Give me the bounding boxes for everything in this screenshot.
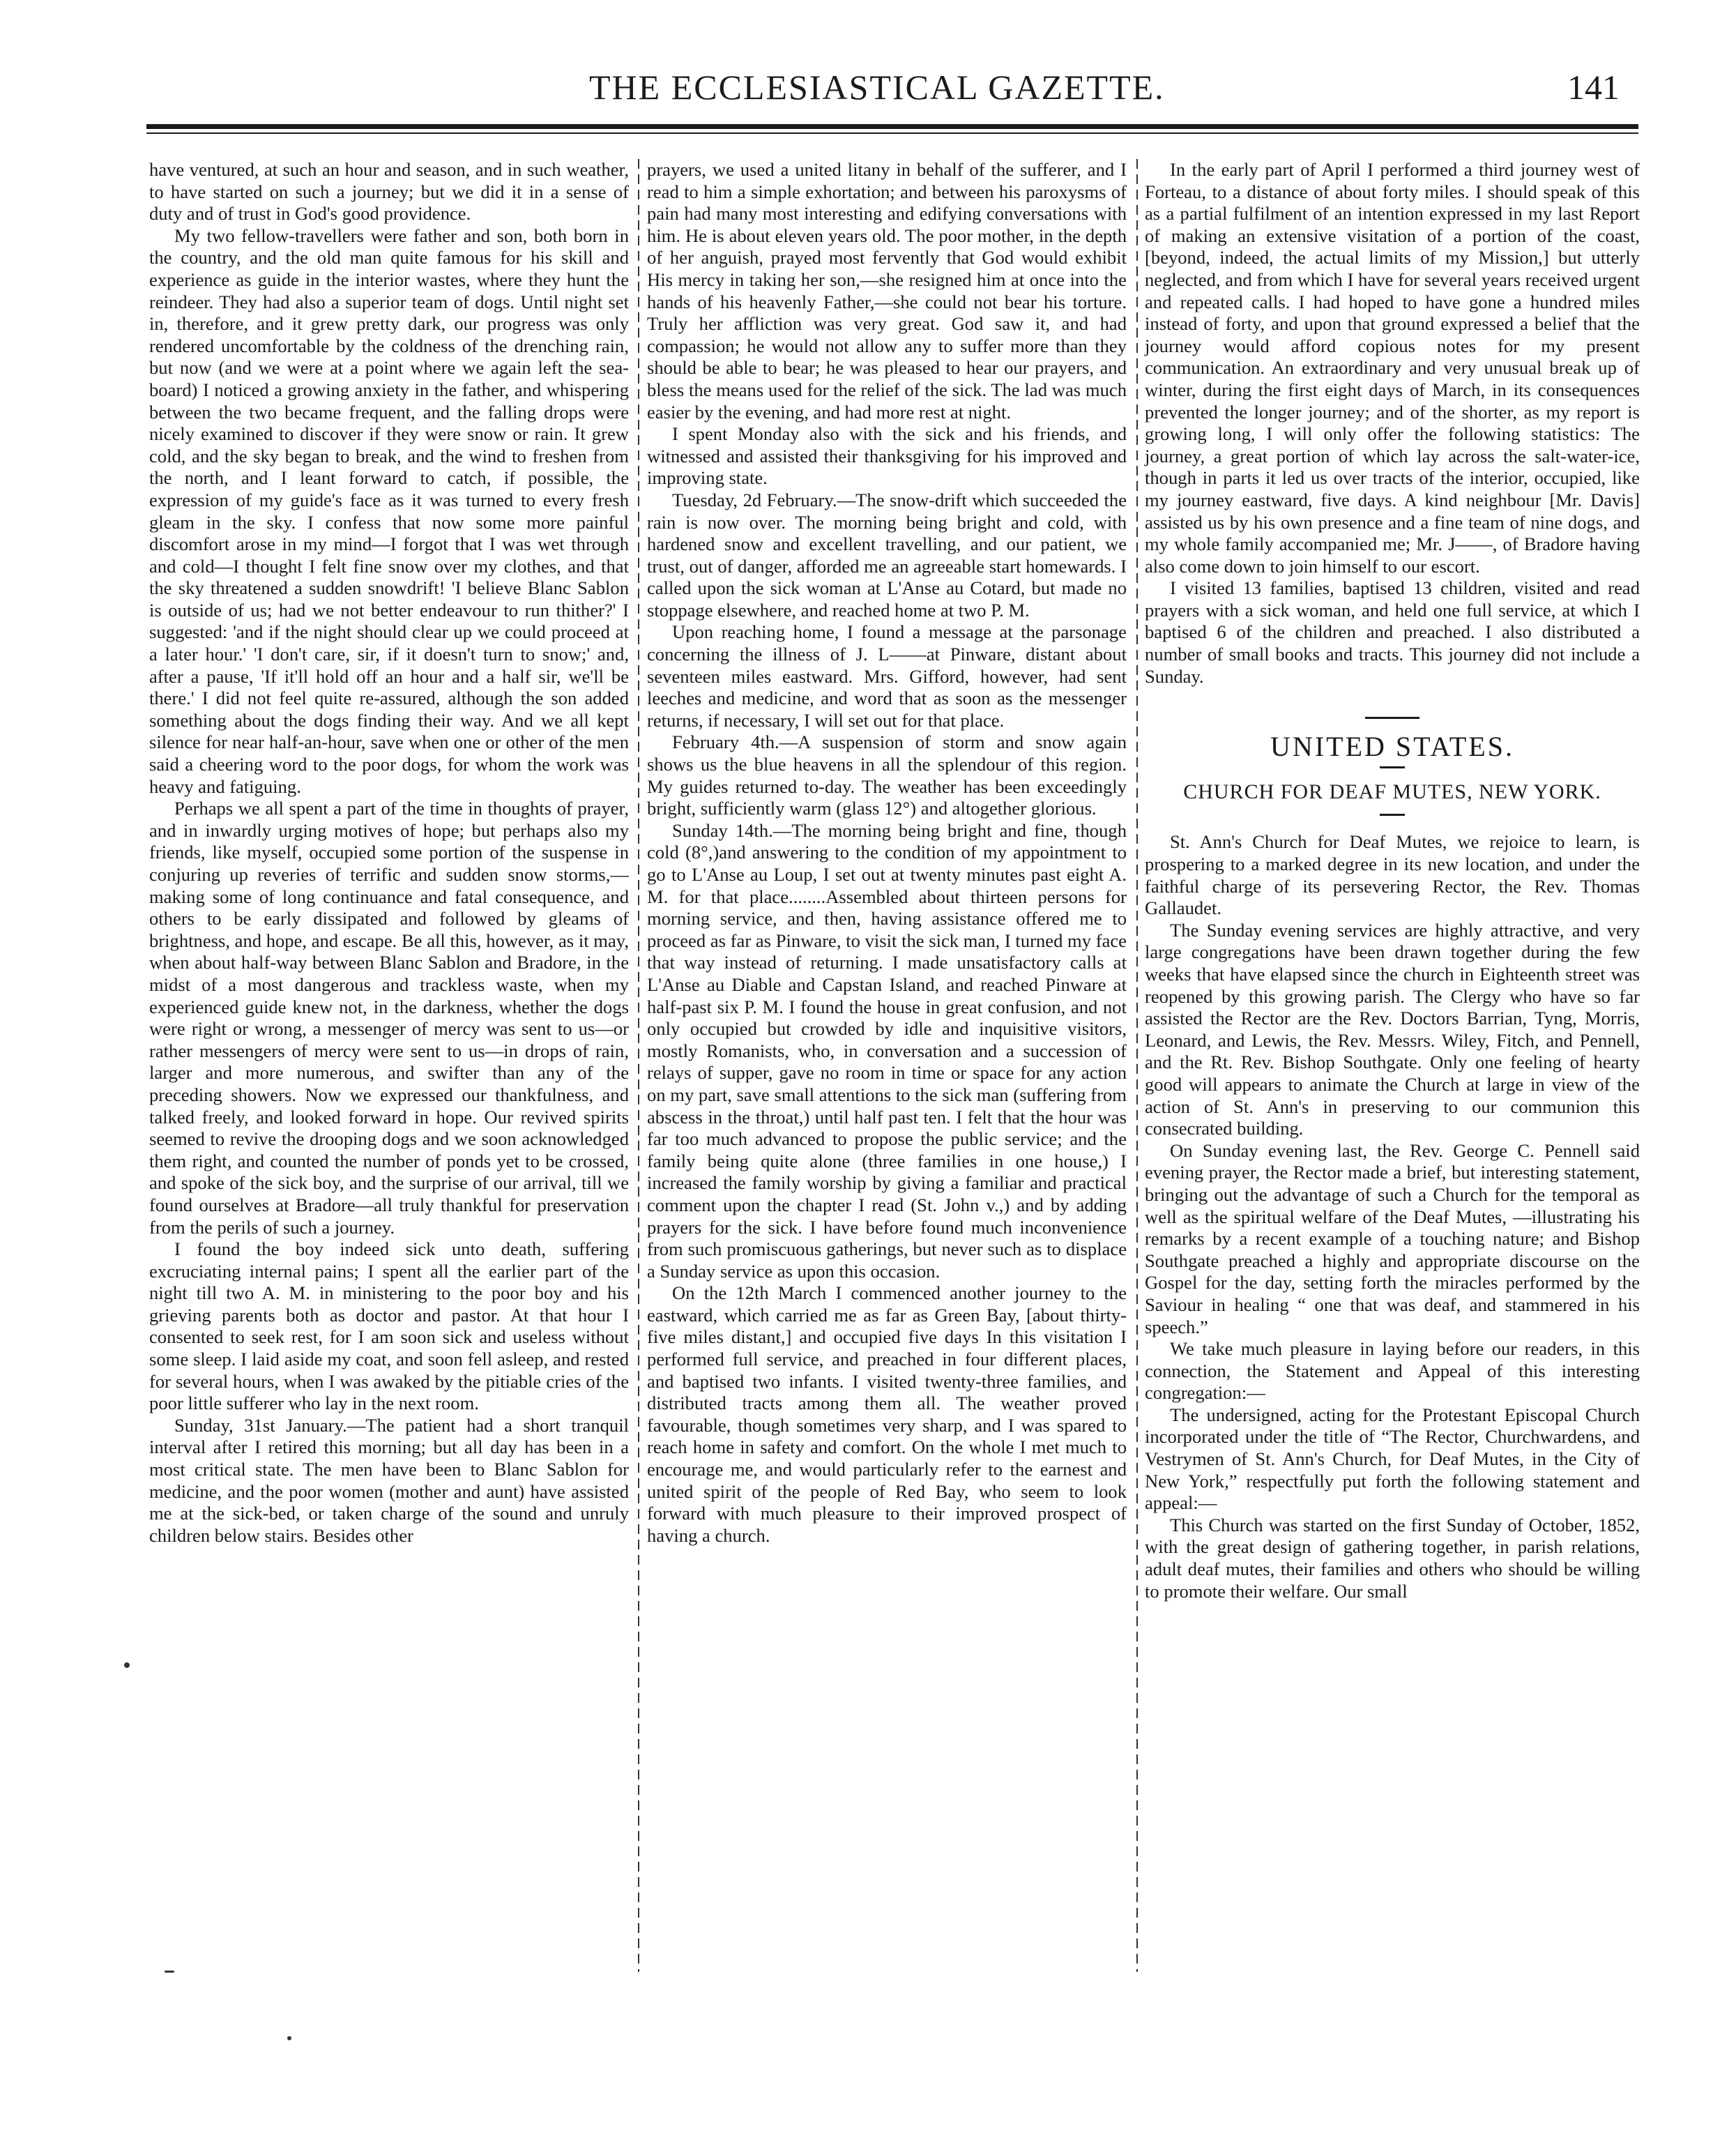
column-divider-2 xyxy=(1136,159,1138,1972)
paragraph: St. Ann's Church for Deaf Mutes, we rejoice to learn, is prospering to a marked degree in its new location, and under the faithful charge of its persevering Rector, the Rev. Thomas Gallaudet. xyxy=(1145,831,1640,919)
header-rule-thick xyxy=(146,124,1638,129)
page-title: THE ECCLESIASTICAL GAZETTE. xyxy=(589,68,1165,107)
section-rule xyxy=(1365,717,1419,719)
paragraph: Sunday 14th.—The morning being bright and fine, though cold (8°,)and answering to the condition of my appointment to go to L'Anse au Loup, I set out at twenty minutes past eight A. M. for that place........Assembled about thirteen persons for morning service, and then, having assistance offered me to proceed as far as Pinware, to visit the sick man, I turned my face that way instead of returning. I made unsatisfactory calls at L'Anse au Diable and Capstan Island, and reached Pinware at half-past six P. M. I found the house in great confusion, and not only occupied but crowded by idle and inquisitive visitors, mostly Romanists, who, in conversation and a succession of relays of supper, gave no room in time or space for any action on my part, save small attentions to the sick man (suffering from abscess in the throat,) until half past ten. I felt that the hour was far too much advanced to propose the public service; and the family being quite alone (three families in one house,) I increased the family worship by giving a familiar and practical comment upon the chapter I read (St. John v.,) and by adding prayers for the sick. I have before found much inconvenience from such promiscuous gatherings, but never such as to displace a Sunday service as upon this occasion. xyxy=(647,819,1127,1282)
paragraph: The Sunday evening services are highly attractive, and very large congregations have been drawn together during the few weeks that have elapsed since the church in Eighteenth street was reopened by this growing parish. The Clergy who have so far assisted the Rector are the Rev. Doctors Barrian, Tyng, Morris, Leonard, and Lewis, the Rev. Messrs. Wiley, Fitch, and Pennell, and the Rt. Rev. Bishop Southgate. Only one feeling of hearty good will appears to animate the Church at large in view of the action of St. Ann's in preserving to our communion this consecrated building. xyxy=(1145,919,1640,1139)
paragraph: prayers, we used a united litany in behalf of the sufferer, and I read to him a simple exhortation; and between his paroxysms of pain had many most interesting and edifying conversations with him. He is about eleven years old. The poor mother, in the depth of her anguish, prayed most fervently that God would exhibit His mercy in taking her son,—she resigned him at once into the hands of his heavenly Father,—she could not bear his torture. Truly her affliction was very great. God saw it, and had compassion; he would not allow any to suffer more than they should be able to bear; he was pleased to hear our prayers, and bless the means used for the relief of the sick. The lad was much easier by the evening, and had more rest at night. xyxy=(647,159,1127,423)
paragraph: On Sunday evening last, the Rev. George C. Pennell said evening prayer, the Rector made a brief, but interesting statement, bringing out the advantage of such a Church for the temporal as well as the spiritual welfare of the Deaf Mutes, —illustrating his remarks by a recent example of a touching nature; and Bishop Southgate preached a highly and appropriate discourse on the Gospel for the day, setting forth the miracles performed by the Saviour in healing “ one that was deaf, and stammered in his speech.” xyxy=(1145,1139,1640,1337)
section-dash xyxy=(1380,766,1405,768)
column-divider-1 xyxy=(638,159,639,1972)
print-speck xyxy=(124,1662,130,1668)
column-3 xyxy=(1145,159,1640,1602)
paragraph: I visited 13 families, baptised 13 children, visited and read prayers with a sick woman, and held one full service, at which I baptised 6 of the children and preached. I also distributed a number of small books and tracts. This journey did not include a Sunday. xyxy=(1145,577,1640,687)
paragraph: Sunday, 31st January.—The patient had a short tranquil interval after I retired this morning; but all day has been in a most critical state. The men have been to Blanc Sablon for medicine, and the poor women (mother and aunt) have assisted me at the sick-bed, or taken charge of the sound and unruly children below stairs. Besides other xyxy=(149,1414,629,1546)
section-title: UNITED STATES. xyxy=(1270,731,1514,763)
print-speck xyxy=(165,1971,174,1973)
page-number: 141 xyxy=(1567,68,1620,107)
print-speck xyxy=(287,2036,291,2040)
paragraph: I spent Monday also with the sick and his friends, and witnessed and assisted their thanksgiving for his improved and improving state. xyxy=(647,423,1127,489)
paragraph: Upon reaching home, I found a message at the parsonage concerning the illness of J. L——at Pinware, distant about seventeen miles eastward. Mrs. Gifford, however, had sent leeches and medicine, and word that as soon as the messenger returns, if necessary, I will set out for that place. xyxy=(647,621,1127,731)
paragraph: Tuesday, 2d February.—The snow-drift which succeeded the rain is now over. The morning being bright and cold, with hardened snow and excellent travelling, and our patient, we trust, out of danger, afforded me an agreeable start homewards. I called upon the sick woman at L'Anse au Cotard, but made no stoppage elsewhere, and reached home at two P. M. xyxy=(647,489,1127,621)
column-2 xyxy=(647,159,1127,1547)
paragraph: I found the boy indeed sick unto death, suffering excruciating internal pains; I spent all the earlier part of the night till two A. M. in ministering to the poor boy and his grieving parents both as doctor and pastor. At that hour I consented to seek rest, for I am soon sick and useless without some sleep. I laid aside my coat, and soon fell asleep, and rested for several hours, when I was awaked by the pitiable cries of the poor little sufferer who lay in the next room. xyxy=(149,1238,629,1414)
paragraph: My two fellow-travellers were father and son, both born in the country, and the old man quite famous for his skill and experience as guide in the interior wastes, where they hunt the reindeer. They had also a superior team of dogs. Until night set in, therefore, and it grew pretty dark, our progress was only rendered uncomfortable by the coldness of the drenching rain, but now (and we were at a point where we again left the sea-board) I noticed a growing anxiety in the father, and whispering between the two became frequent, and the falling drops were nicely examined to discover if they were snow or rain. It grew cold, and the sky began to break, and the wind to freshen from the north, and I leant forward to catch, if possible, the expression of my guide's face as it was turned to every fresh gleam in the sky. I confess that now some more painful discomfort arose in my mind—I forgot that I was wet through and cold—I thought I felt fine snow over my clothes, and that the sky threatened a sudden snowdrift! 'I believe Blanc Sablon is outside of us; had we not better endeavour to run thither?' I suggested: 'and if the night should clear up we could proceed at a later hour.' 'I don't care, sir, if it doesn't turn to snow;' and, after a pause, 'If it'll hold off an hour and a half sir, we'll be there.' I did not feel quite re-assured, although the son added something about the dogs finding their way. And we all kept silence for near half-an-hour, save when one or other of the men said a cheering word to the poor dogs, for whom the work was heavy and fatiguing. xyxy=(149,225,629,797)
paragraph: Perhaps we all spent a part of the time in thoughts of prayer, and in inwardly urging motives of hope; but perhaps also my friends, like myself, occupied some portion of the suspense in conjuring up reveries of terrific and sudden snow storms,—making some of long continuance and fatal consequence, and others to be early dissipated and followed by gleams of brightness, and hope, and escape. Be all this, however, as it may, when about half-way between Blanc Sablon and Bradore, in the midst of a most dangerous and trackless waste, when my experienced guide knew not, in the darkness, whether the dogs were right or wrong, a messenger of mercy was sent to us—or rather messengers of mercy were sent to us—in drops of rain, larger and more numerous, and swifter than any of the preceding showers. Now we expressed our thankfulness, and talked freely, and looked forward in hope. Our revived spirits seemed to revive the drooping dogs and we soon acknowledged them right, and counted the number of ponds yet to be crossed, and spoke of the sick boy, and the surprise of our arrival, till we found ourselves at Bradore—all truly thankful for preservation from the perils of such a journey. xyxy=(149,798,629,1238)
subtitle-dash xyxy=(1380,814,1405,816)
section-subtitle: CHURCH FOR DEAF MUTES, NEW YORK. xyxy=(1183,780,1601,803)
paragraph: have ventured, at such an hour and season, and in such weather, to have started on such a journey; but we did it in a sense of duty and of trust in God's good providence. xyxy=(149,159,629,225)
column-1 xyxy=(149,159,629,1547)
paragraph: In the early part of April I performed a third journey west of Forteau, to a distance of about forty miles. I should speak of this as a partial fulfilment of an intention expressed in my last Report of making an extensive visitation of a portion of the coast, [beyond, indeed, the actual limits of my Mission,] but utterly neglected, and from which I have for several years received urgent and repeated calls. I had hoped to have gone a hundred miles instead of forty, and upon that ground expressed a belief that the journey would afford copious notes for my present communication. An extraordinary and very unusual break up of winter, during the first eight days of March, in its consequences prevented the longer journey; and of the shorter, as my report is growing long, I will only offer the following statistics: The journey, a great portion of which lay across the salt-water-ice, though in parts it led us over tracts of the interior, occupied, like my journey eastward, five days. A kind neighbour [Mr. Davis] assisted us by his own presence and a fine team of nine dogs, and my whole family accompanied me; Mr. J——, of Bradore having also come down to join himself to our escort. xyxy=(1145,159,1640,577)
paragraph: February 4th.—A suspension of storm and snow again shows us the blue heavens in all the splendour of this region. My guides returned to-day. The weather has been exceedingly bright, sufficiently warm (glass 12°) and altogether glorious. xyxy=(647,731,1127,819)
paragraph: We take much pleasure in laying before our readers, in this connection, the Statement and Appeal of this interesting congregation:— xyxy=(1145,1338,1640,1404)
header-rule-thin xyxy=(146,132,1638,134)
paragraph: The undersigned, acting for the Protestant Episcopal Church incorporated under the title of “The Rector, Churchwardens, and Vestrymen of St. Ann's Church, for Deaf Mutes, in the City of New York,” respectfully put forth the following statement and appeal:— xyxy=(1145,1404,1640,1514)
paragraph: On the 12th March I commenced another journey to the eastward, which carried me as far as Green Bay, [about thirty-five miles distant,] and occupied five days In this visitation I performed full service, and preached in four different places, and baptised two infants. I visited twenty-three families, and distributed tracts among them all. The weather proved favourable, though sometimes very sharp, and I was spared to reach home in safety and comfort. On the whole I met much to encourage me, and would particularly refer to the earnest and united spirit of the people of Red Bay, who seem to look forward with much pleasure to their improved prospect of having a church. xyxy=(647,1282,1127,1546)
paragraph: This Church was started on the first Sunday of October, 1852, with the great design of gathering together, in parish relations, adult deaf mutes, their families and others who should be willing to promote their welfare. Our small xyxy=(1145,1514,1640,1602)
